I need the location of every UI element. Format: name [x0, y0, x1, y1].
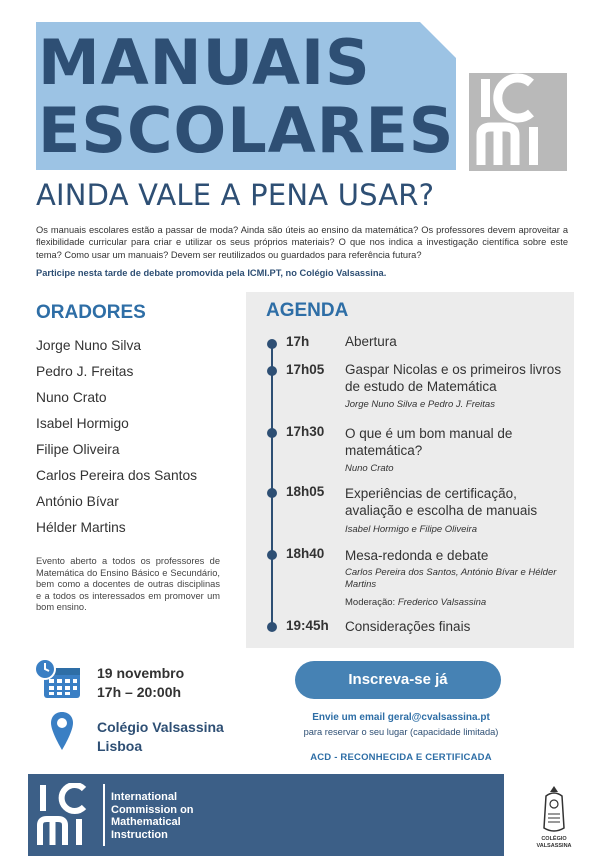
speaker-name: António Bívar	[36, 494, 119, 509]
signup-button[interactable]: Inscreva-se já	[295, 661, 501, 699]
timeline-dot	[267, 622, 277, 632]
event-hours: 17h – 20:00h	[97, 684, 182, 700]
org-name-line: Mathematical	[111, 816, 181, 828]
timeline-dot	[267, 366, 277, 376]
agenda-timeline	[271, 342, 273, 628]
moderation-label: Moderação:	[345, 597, 396, 608]
agenda-item-speakers: Nuno Crato	[345, 463, 394, 474]
agenda-time: 19:45h	[286, 618, 329, 633]
footer	[0, 774, 604, 856]
org-name-line: Commission on	[111, 803, 194, 816]
event-datetime	[97, 664, 184, 702]
signup-reserve-note: para reservar o seu lugar (capacidade limitada)	[303, 727, 499, 737]
footer-band	[28, 774, 504, 856]
agenda-moderation	[345, 597, 486, 608]
org-name-line: Instruction	[111, 828, 168, 841]
agenda-time: 18h05	[286, 484, 325, 499]
calendar-clock-icon	[34, 658, 82, 700]
timeline-dot	[267, 428, 277, 438]
event-audience-note: Evento aberto a todos os professores de Matemática do Ensino Básico e Secundário, bem como a docentes de outras disciplinas e a todos os interessados em promover um bom ensino.	[36, 556, 220, 613]
speaker-name: Filipe Oliveira	[36, 442, 120, 457]
timeline-dot	[267, 488, 277, 498]
speaker-name: Jorge Nuno Silva	[36, 338, 142, 353]
footer-divider	[103, 784, 105, 846]
page-title-line2: ESCOLARES	[38, 94, 455, 167]
agenda-item-speakers: Isabel Hormigo e Filipe Oliveira	[345, 524, 477, 535]
agenda-time: 18h40	[286, 546, 325, 561]
event-venue: Colégio Valsassina	[97, 719, 224, 735]
event-date: 19 novembro	[97, 665, 185, 681]
page-title-line1: MANUAIS	[38, 26, 371, 99]
location-pin-icon	[50, 711, 74, 751]
icmi-footer-logo	[36, 783, 98, 847]
intro-paragraph: Os manuais escolares estão a passar de moda? Ainda são úteis ao ensino da matemática? Os professores devem aproveitar a flexibilidade curricular para criar e utilizar os seus próprios materiais? O que nos indica a investigação científica sobre este tema? Como usar um manuais? Devem ser reutilizados ou guardados para referência futura?	[36, 225, 568, 260]
speaker-name: Isabel Hormigo	[36, 416, 129, 431]
agenda-item-title: Gaspar Nicolas e os primeiros livros de estudo de Matemática	[345, 362, 562, 394]
agenda-item-title: Mesa-redonda e debate	[345, 548, 489, 563]
agenda-item-speakers: Carlos Pereira dos Santos, António Bívar e Hélder Martins	[345, 567, 557, 590]
agenda-item-title: Considerações finais	[345, 619, 471, 634]
agenda-item-title: Abertura	[345, 334, 397, 349]
agenda-panel	[246, 292, 574, 648]
agenda-time: 17h30	[286, 424, 325, 439]
agenda-time: 17h05	[286, 362, 325, 377]
page-subtitle: AINDA VALE A PENA USAR?	[36, 178, 435, 212]
agenda-item-speakers: Jorge Nuno Silva e Pedro J. Freitas	[345, 399, 495, 410]
colegio-valsassina-logo	[536, 784, 572, 850]
speaker-name: Pedro J. Freitas	[36, 364, 134, 379]
agenda-item-title: O que é um bom manual de matemática?	[345, 426, 513, 458]
agenda-heading: AGENDA	[266, 300, 349, 321]
moderator-name: Frederico Valsassina	[397, 597, 487, 608]
intro-call-to-action: Participe nesta tarde de debate promovida pela ICMI.PT, no Colégio Valsassina.	[36, 268, 387, 278]
agenda-item-title: Experiências de certificação, avaliação e escolha de manuais	[345, 486, 538, 518]
organization-name	[111, 791, 194, 841]
certification-note: ACD - RECONHECIDA E CERTIFICADA	[310, 752, 492, 763]
icmi-logo-graphic	[469, 73, 567, 171]
event-city: Lisboa	[97, 738, 143, 754]
agenda-time: 17h	[286, 334, 310, 349]
speakers-heading: ORADORES	[36, 302, 146, 323]
timeline-dot	[267, 550, 277, 560]
svg-text:VALSASSINA: VALSASSINA	[536, 843, 572, 849]
svg-text:COLÉGIO: COLÉGIO	[541, 836, 567, 842]
title-banner-notch	[420, 22, 456, 58]
timeline-dot	[267, 339, 277, 349]
icmi-logo	[469, 73, 567, 171]
speaker-name: Carlos Pereira dos Santos	[36, 468, 198, 483]
org-name-line: International	[111, 791, 178, 803]
signup-email-instruction: Envie um email geral@cvalsassina.pt	[312, 712, 490, 723]
speaker-name: Nuno Crato	[36, 390, 107, 405]
event-location	[97, 718, 224, 756]
speaker-name: Hélder Martins	[36, 520, 126, 535]
